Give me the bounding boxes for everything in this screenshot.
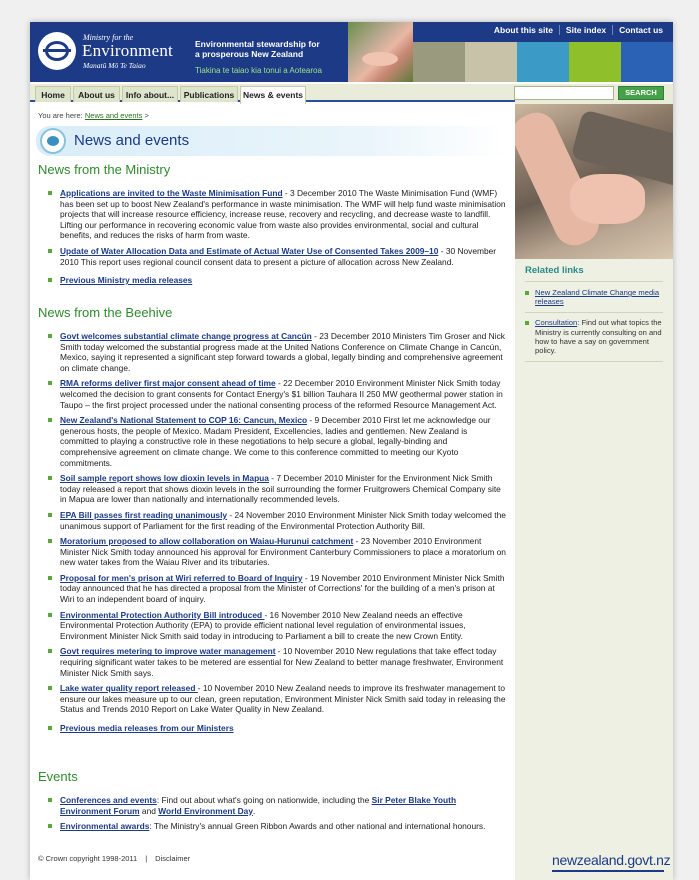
news-summary: - 10 November 2010 New regulations that take effect today requiring significant water takes to be metered are essential for New Zealand to better manage freshwater, Environment Minister Nick Smith says. <box>60 646 504 678</box>
news-link[interactable]: Soil sample report shows low dioxin levels in Mapua <box>60 473 269 484</box>
news-summary: - 22 December 2010 Environment Minister Nick Smith today welcomed the decision to grant consents for Contact Energy's $1 billion Tauhara II 250 MW geothermal power station in Taupo – the first project processed under the national consenting process of the reformed Resource Management Act. <box>60 378 503 410</box>
bullet-icon <box>525 291 529 295</box>
news-icon <box>40 128 66 154</box>
list-item <box>46 331 506 373</box>
list-item <box>46 795 506 816</box>
list-item <box>46 683 506 715</box>
copyright: © Crown copyright 1998-2011 <box>38 854 138 863</box>
nzgovt-logo[interactable]: newzealand.govt.nz <box>552 852 671 868</box>
page-sheet <box>30 22 673 880</box>
news-link[interactable]: Applications are invited to the Waste Minimisation Fund <box>60 188 283 198</box>
world-environment-day-link[interactable]: World Environment Day <box>158 805 253 816</box>
bullet-icon <box>48 476 52 480</box>
news-summary: - 24 November 2010 Environment Minister Nick Smith today welcomed the unanimous support of Parliament for the first reading of the Environmental Protection Authority Bill. <box>60 509 506 531</box>
news-link[interactable]: Proposal for men's prison at Wiri referred to Board of Inquiry <box>60 572 303 583</box>
consultation-link[interactable]: Consultation <box>535 318 578 328</box>
sidebar <box>515 259 673 880</box>
disclaimer-link[interactable]: Disclaimer <box>155 854 191 863</box>
header-tagline: Environmental stewardship for a prosperous New Zealand <box>195 39 320 59</box>
list-item <box>46 573 506 605</box>
news-link[interactable]: RMA reforms deliver first major consent ahead of time <box>60 378 276 389</box>
tab-news-events[interactable]: News & events <box>240 86 306 104</box>
ministry-news-list <box>46 188 506 291</box>
news-summary: - 30 November 2010 This report uses regional council consent data to present a picture of allocation across New Zealand. <box>60 245 497 267</box>
swatch <box>517 42 569 82</box>
list-item <box>46 723 506 734</box>
news-link[interactable]: EPA Bill passes first reading unanimously <box>60 509 228 520</box>
breadcrumb-prefix: You are here: <box>38 111 83 120</box>
swatch <box>569 42 621 82</box>
consultation-text: : Find out what topics the Ministry is currently consulting on and how to have a say on government policy. <box>535 318 662 356</box>
news-link[interactable]: Govt requires metering to improve water management <box>60 646 276 657</box>
main-nav <box>30 84 515 102</box>
news-link[interactable]: Environmental Protection Authority Bill introduced <box>60 609 265 620</box>
breadcrumb-link[interactable]: News and events <box>84 111 143 120</box>
breadcrumb-suffix: > <box>144 111 149 120</box>
news-summary: - 7 December 2010 Minister for the Environment Nick Smith today released a report that shows dioxin levels in the soil surrounding the former Fruitgrowers Chemical Company site in Mapua are lower than nationally and internationally recommended levels. <box>60 473 501 505</box>
list-item <box>46 646 506 678</box>
bullet-icon <box>48 798 52 802</box>
news-link[interactable]: New Zealand's National Statement to COP 16: Cancun, Mexico <box>60 415 308 426</box>
bullet-icon <box>48 613 52 617</box>
list-item <box>46 378 506 410</box>
list-item <box>46 188 506 241</box>
tab-info-about[interactable]: Info about... <box>122 86 178 102</box>
list-item <box>46 610 506 642</box>
page-title: News and events <box>74 132 190 149</box>
news-summary: - 3 December 2010 The Waste Minimisation Fund (WMF) has been set up to boost New Zealand's performance in waste minimisation. The WMF will help fund waste minimisation projects that will increase resource efficiency, increase reuse, recovery and recycling, and decrease waste to landfill. Lifting our performance in recovering economic value from waste also provides environmental, social and cultural benefits, and reduces the risks of harm from waste. <box>60 188 506 241</box>
footer <box>38 854 190 863</box>
environmental-awards-link[interactable]: Environmental awards <box>60 821 150 832</box>
bullet-icon <box>48 513 52 517</box>
bullet-icon <box>48 334 52 338</box>
bullet-icon <box>48 686 52 690</box>
header-colour-swatches <box>413 42 673 82</box>
bullet-icon <box>48 191 52 195</box>
list-item <box>46 821 506 832</box>
contact-us-link[interactable]: Contact us <box>612 25 669 35</box>
logo-emblem-icon <box>38 32 76 70</box>
events-heading: Events <box>38 769 78 784</box>
youth-forum-link[interactable]: Sir Peter Blake Youth Environment Forum <box>60 795 457 816</box>
news-summary: - 9 December 2010 First let me acknowledge our generous hosts, the people of Mexico. Madam President, Excellencies, ladies and gentlemen. New Zealand is committed to playing a constructive role in these negotiations to help secure a global, legally-binding and comprehensive agreement on climate change. We come to this conference committed to meeting our Kyoto commitments. <box>60 415 491 468</box>
events-text: and <box>139 805 159 816</box>
ministry-heading: News from the Ministry <box>38 162 171 177</box>
previous-ministry-releases-link[interactable]: Previous Ministry media releases <box>60 275 193 286</box>
list-item <box>46 415 506 468</box>
list-item <box>46 246 506 267</box>
logo-environment: Environment <box>82 41 173 60</box>
events-text: : The Ministry's annual Green Ribbon Awards and other national and international honours. <box>149 821 486 832</box>
news-summary: - 19 November 2010 Environment Minister Nick Smith today announced that he has directed a proposal from the Minister of Corrections' for the building of a men's prison at Wiri to an independent board of inquiry. <box>60 572 505 605</box>
conferences-events-link[interactable]: Conferences and events <box>60 795 157 805</box>
news-link[interactable]: Govt welcomes substantial climate change progress at Cancún <box>60 331 312 341</box>
news-summary: - 10 November 2010 New Zealand needs to improve its freshwater management to ensure our lakes measure up to our clean, green reputation, Environment Minister Nick Smith said today in releasing the Status and Trends 2010 Report on Lake Water Quality in New Zealand. <box>60 683 506 715</box>
bullet-icon <box>48 726 52 730</box>
list-item <box>525 318 663 362</box>
bullet-icon <box>48 278 52 282</box>
bullet-icon <box>48 824 52 828</box>
breadcrumb <box>38 111 149 120</box>
ministry-logo[interactable] <box>38 32 188 72</box>
beehive-heading: News from the Beehive <box>38 305 173 320</box>
news-link[interactable]: Lake water quality report released <box>60 683 198 694</box>
bullet-icon <box>48 576 52 580</box>
header-tagline-maori: Tiakina te taiao kia tonui a Aotearoa <box>195 66 322 75</box>
swatch <box>413 42 465 82</box>
bullet-icon <box>48 649 52 653</box>
list-item <box>46 510 506 531</box>
page-title-bar <box>36 126 506 156</box>
footer-separator: | <box>145 854 148 863</box>
list-item <box>46 536 506 568</box>
tab-home[interactable]: Home <box>35 86 71 102</box>
bullet-icon <box>48 418 52 422</box>
sidebar-photo <box>515 104 673 259</box>
header-photo <box>348 22 413 82</box>
top-links <box>488 25 669 36</box>
beehive-news-list <box>46 331 506 739</box>
news-link[interactable]: Moratorium proposed to allow collaboration on Waiau-Hurunui catchment <box>60 536 354 547</box>
site-header <box>30 22 673 82</box>
news-link[interactable]: Update of Water Allocation Data and Estimate of Actual Water Use of Consented Takes 2009–10 <box>60 245 439 256</box>
logo-maori-name: Manatū Mō Te Taiao <box>83 61 146 70</box>
tab-about-us[interactable]: About us <box>73 86 120 102</box>
bullet-icon <box>48 249 52 253</box>
climate-change-releases-link[interactable]: New Zealand Climate Change media releases <box>535 288 660 307</box>
news-summary: - 16 November 2010 New Zealand needs an effective Environmental Protection Authority (EPA) to provide efficient national level regulation of environmental issues, Environment Minister Nick Smith said today in introducing to Parliament a bill to create the new Crown Entity. <box>60 609 466 641</box>
swatch <box>621 42 673 82</box>
related-links-heading: Related links <box>525 265 584 276</box>
events-text: : Find out about what's going on nationwide, including the <box>156 795 372 805</box>
related-links-list <box>525 281 663 367</box>
bullet-icon <box>48 381 52 385</box>
events-list <box>46 795 506 837</box>
news-summary: - 23 November 2010 Environment Minister Nick Smith today announced his approval for Environment Canterbury Commissioners to place a moratorium on new water takes from the Waiau River and its tributaries. <box>60 536 506 568</box>
list-item <box>46 275 506 286</box>
previous-minister-releases-link[interactable]: Previous media releases from our Ministers <box>60 723 234 733</box>
about-this-site-link[interactable]: About this site <box>493 25 553 35</box>
swatch <box>465 42 517 82</box>
logo-ministry-for: Ministry for the <box>83 33 134 42</box>
tab-publications[interactable]: Publications <box>180 86 238 102</box>
events-text: . <box>253 805 256 816</box>
bullet-icon <box>525 321 529 325</box>
site-index-link[interactable]: Site index <box>559 25 612 35</box>
list-item <box>525 288 663 313</box>
bullet-icon <box>48 539 52 543</box>
search-input[interactable] <box>514 86 614 100</box>
news-summary: - 23 December 2010 Ministers Tim Groser and Nick Smith today welcomed the substantial progress made at the United Nations Conference on Climate Change in Cancún, Mexico, saying it represented a significant step forward towards a global, legally binding and comprehensive agreement on climate change. <box>60 331 505 373</box>
nzgovt-underline <box>552 870 664 872</box>
search-button[interactable]: SEARCH <box>618 86 664 100</box>
list-item <box>46 473 506 505</box>
